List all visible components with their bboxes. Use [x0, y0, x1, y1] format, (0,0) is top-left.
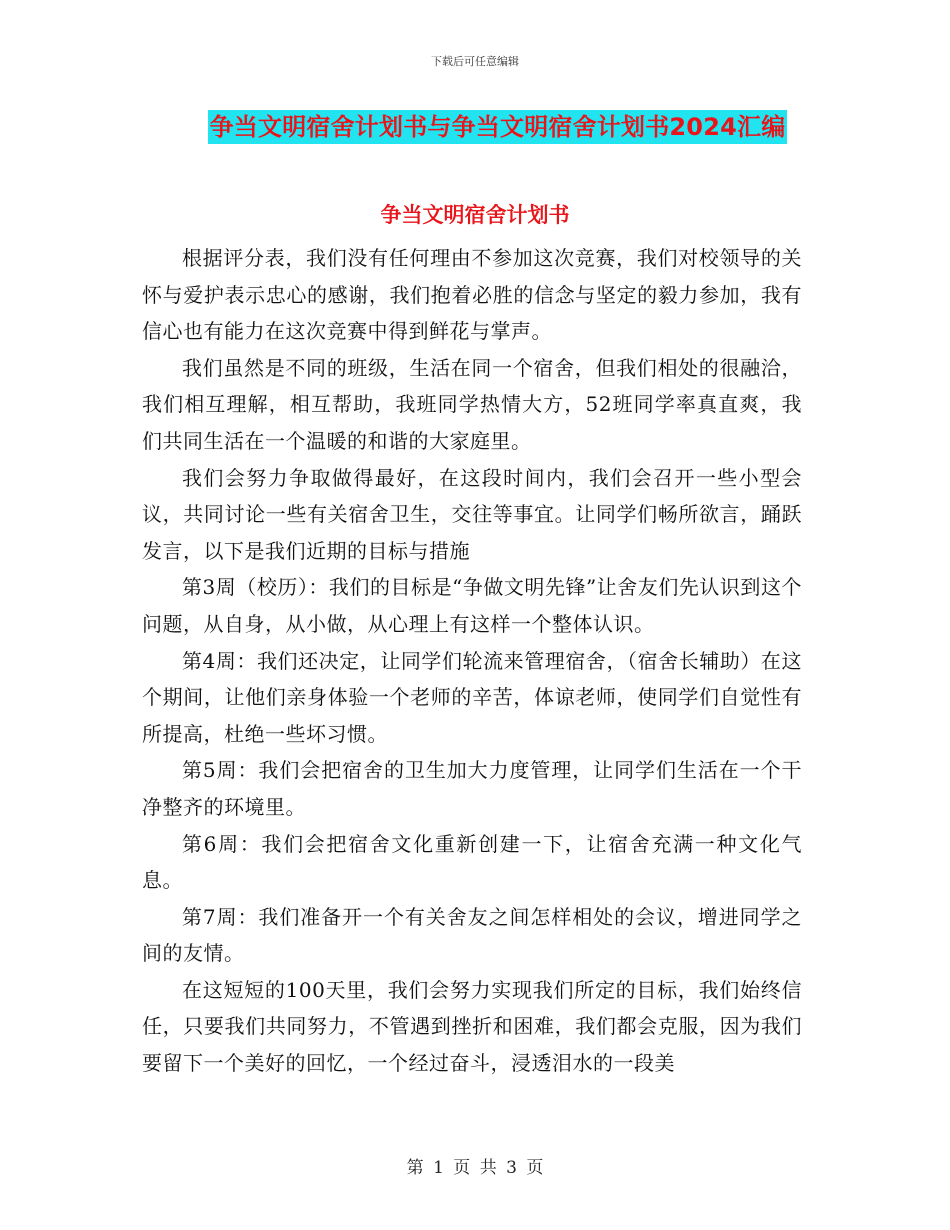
document-body — [142, 240, 802, 1082]
paragraph: 第4周：我们还决定，让同学们轮流来管理宿舍，（宿舍长辅助）在这个期间，让他们亲身体验一个老师的辛苦，体谅老师，使同学们自觉性有所提高，杜绝一些坏习惯。 — [142, 648, 802, 746]
paragraph: 第3周（校历）：我们的目标是“争做文明先锋”让舍友们先认识到这个问题，从自身，从小做，从心理上有这样一个整体认识。 — [142, 575, 802, 636]
paragraph: 我们虽然是不同的班级，生活在同一个宿舍，但我们相处的很融洽，我们相互理解，相互帮助，我班同学热情大方，52班同学率真直爽，我们共同生活在一个温暖的和谐的大家庭里。 — [142, 355, 802, 453]
paragraph: 在这短短的100天里，我们会努力实现我们所定的目标，我们始终信任，只要我们共同努力，不管遇到挫折和困难，我们都会克服，因为我们要留下一个美好的回忆，一个经过奋斗，浸透泪水的一段美 — [142, 977, 802, 1076]
main-title-container — [0, 110, 950, 144]
page-number: 第 1 页 共 3 页 — [406, 1158, 544, 1178]
section-title: 争当文明宿舍计划书 — [380, 203, 570, 227]
main-title: 争当文明宿舍计划书与争当文明宿舍计划书2024汇编 — [208, 110, 788, 144]
paragraph: 第6周：我们会把宿舍文化重新创建一下，让宿舍充满一种文化气息。 — [142, 831, 802, 893]
paragraph: 第7周：我们准备开一个有关舍友之间怎样相处的会议，增进同学之间的友情。 — [142, 904, 802, 966]
header-note: 下载后可任意编辑 — [431, 55, 519, 68]
paragraph: 第5周：我们会把宿舍的卫生加大力度管理，让同学们生活在一个干净整齐的环境里。 — [142, 758, 802, 819]
paragraph: 我们会努力争取做得最好，在这段时间内，我们会召开一些小型会议，共同讨论一些有关宿舍卫生，交往等事宜。让同学们畅所欲言，踊跃发言，以下是我们近期的目标与措施 — [142, 465, 802, 563]
paragraph: 根据评分表，我们没有任何理由不参加这次竞赛，我们对校领导的关怀与爱护表示忠心的感谢，我们抱着必胜的信念与坚定的毅力参加，我有信心也有能力在这次竞赛中得到鲜花与掌声。 — [142, 246, 802, 344]
